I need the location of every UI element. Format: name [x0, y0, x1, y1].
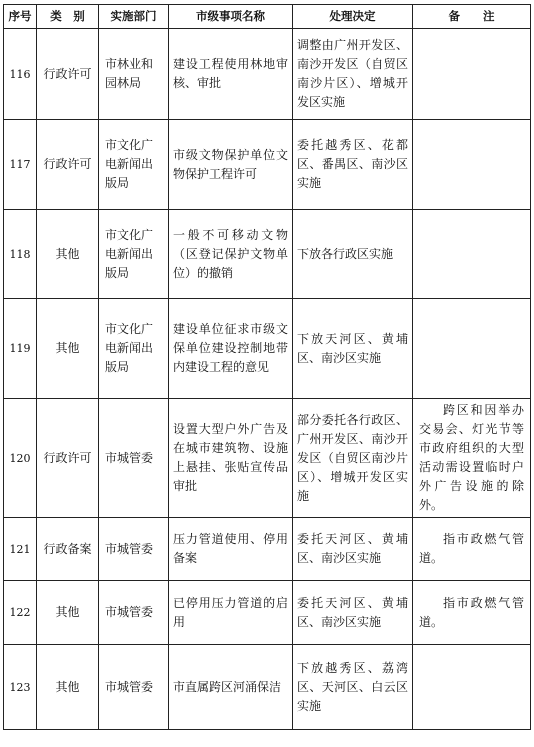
- header-no: 序号: [4, 5, 37, 29]
- cell-type: 行政许可: [37, 120, 99, 210]
- table-row: [4, 645, 531, 730]
- cell-type: 行政许可: [37, 29, 99, 120]
- cell-type: 行政许可: [37, 399, 99, 518]
- cell-dept: 市文化广电新闻出版局: [99, 210, 169, 299]
- cell-type: 其他: [37, 210, 99, 299]
- cell-name: 设置大型户外广告及在城市建筑物、设施上悬挂、张贴宣传品审批: [169, 399, 293, 518]
- table-row: [4, 399, 531, 518]
- cell-dept: 市林业和园林局: [99, 29, 169, 120]
- cell-decision: 委托天河区、黄埔区、南沙区实施: [293, 518, 413, 581]
- cell-no: 121: [4, 518, 37, 581]
- cell-name: 市级文物保护单位文物保护工程许可: [169, 120, 293, 210]
- cell-name: 市直属跨区河涌保洁: [169, 645, 293, 730]
- note-text: 指市政燃气管道。: [419, 595, 524, 629]
- cell-type: 行政备案: [37, 518, 99, 581]
- cell-no: 116: [4, 29, 37, 120]
- cell-no: 123: [4, 645, 37, 730]
- cell-decision: 调整由广州开发区、南沙开发区（自贸区南沙片区）、增城开发区实施: [293, 29, 413, 120]
- cell-dept: 市城管委: [99, 581, 169, 645]
- cell-name: 建设工程使用林地审核、审批: [169, 29, 293, 120]
- table-row: [4, 518, 531, 581]
- cell-decision: 下放越秀区、荔湾区、天河区、白云区实施: [293, 645, 413, 730]
- cell-no: 122: [4, 581, 37, 645]
- cell-dept: 市文化广电新闻出版局: [99, 299, 169, 399]
- cell-no: 120: [4, 399, 37, 518]
- header-name: 市级事项名称: [169, 5, 293, 29]
- cell-decision: 部分委托各行政区、广州开发区、南沙开发区（自贸区南沙片区）、增城开发区实施: [293, 399, 413, 518]
- header-decision: 处理决定: [293, 5, 413, 29]
- cell-note: [413, 581, 531, 645]
- table-row: [4, 581, 531, 645]
- cell-type: 其他: [37, 581, 99, 645]
- cell-note: [413, 645, 531, 730]
- cell-no: 117: [4, 120, 37, 210]
- table-row: [4, 299, 531, 399]
- matters-table: [3, 4, 531, 730]
- note-text: 跨区和因举办交易会、灯光节等市政府组织的大型活动需设置临时户外广告设施的除外。: [419, 403, 524, 512]
- cell-dept: 市城管委: [99, 645, 169, 730]
- cell-name: 已停用压力管道的启用: [169, 581, 293, 645]
- cell-note: [413, 120, 531, 210]
- cell-type: 其他: [37, 645, 99, 730]
- cell-name: 建设单位征求市级文保单位建设控制地带内建设工程的意见: [169, 299, 293, 399]
- table-row: [4, 210, 531, 299]
- cell-no: 119: [4, 299, 37, 399]
- cell-decision: 委托越秀区、花都区、番禺区、南沙区实施: [293, 120, 413, 210]
- note-text: 指市政燃气管道。: [419, 532, 524, 565]
- table-header-row: [4, 5, 531, 29]
- cell-dept: 市城管委: [99, 399, 169, 518]
- cell-dept: 市城管委: [99, 518, 169, 581]
- cell-no: 118: [4, 210, 37, 299]
- header-dept: 实施部门: [99, 5, 169, 29]
- cell-note: [413, 399, 531, 518]
- cell-decision: 下放天河区、黄埔区、南沙区实施: [293, 299, 413, 399]
- header-type: 类 别: [37, 5, 99, 29]
- cell-note: [413, 299, 531, 399]
- cell-name: 压力管道使用、停用备案: [169, 518, 293, 581]
- header-note: 备 注: [413, 5, 531, 29]
- table-row: [4, 120, 531, 210]
- cell-note: [413, 29, 531, 120]
- cell-name: 一般不可移动文物（区登记保护文物单位）的撤销: [169, 210, 293, 299]
- cell-note: [413, 518, 531, 581]
- cell-decision: 下放各行政区实施: [293, 210, 413, 299]
- cell-note: [413, 210, 531, 299]
- table-row: [4, 29, 531, 120]
- cell-decision: 委托天河区、黄埔区、南沙区实施: [293, 581, 413, 645]
- cell-dept: 市文化广电新闻出版局: [99, 120, 169, 210]
- cell-type: 其他: [37, 299, 99, 399]
